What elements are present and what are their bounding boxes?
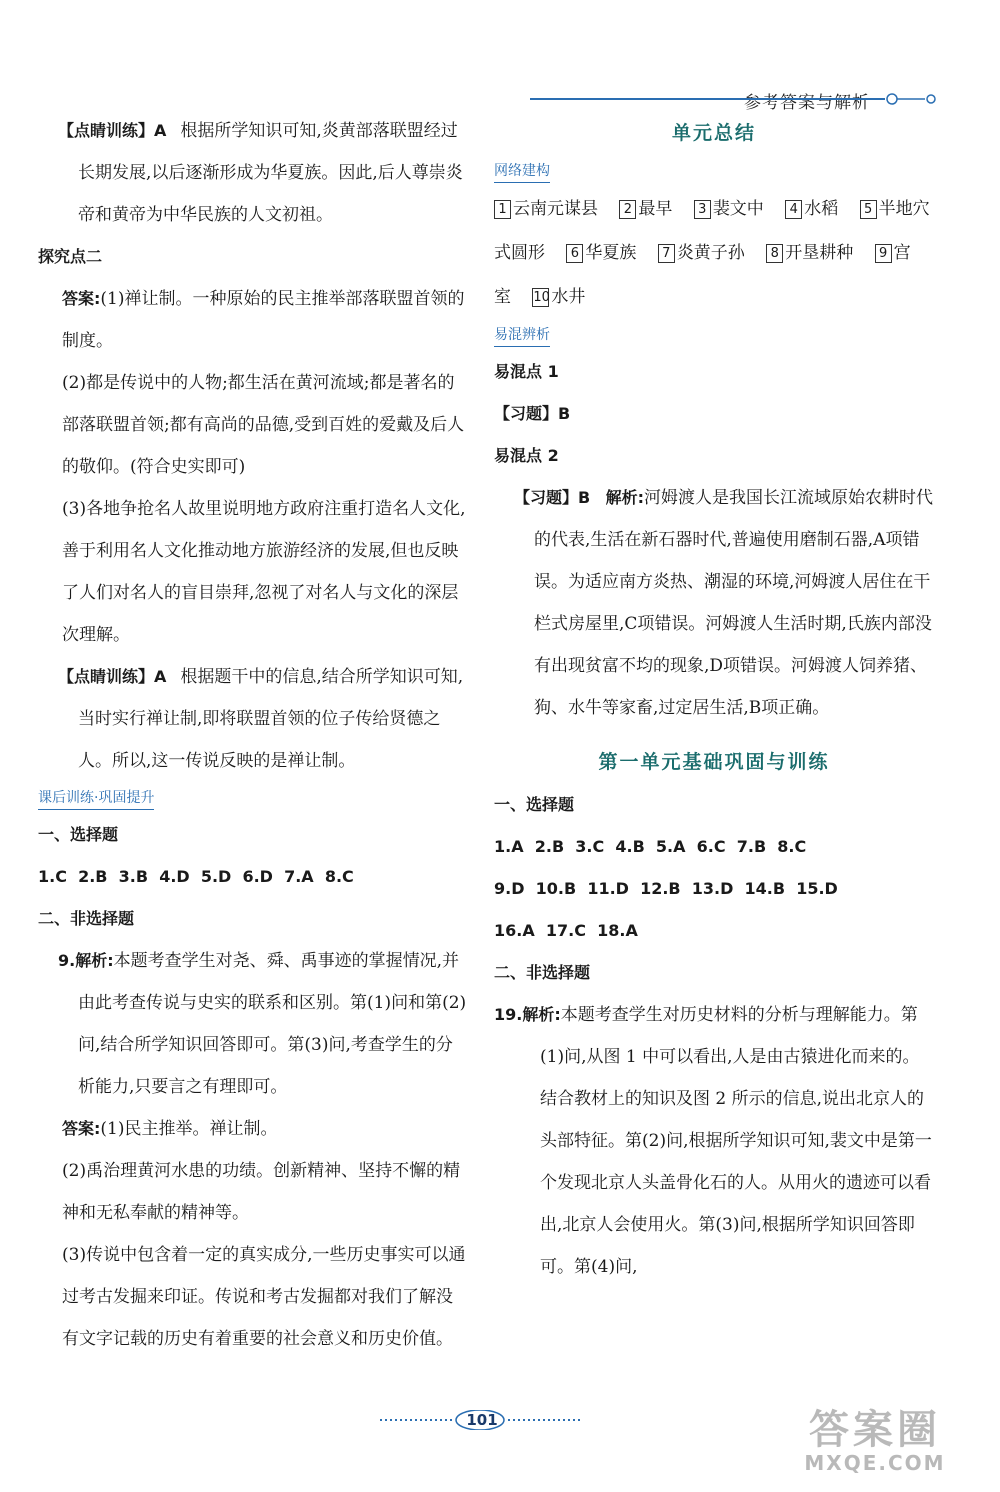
left-paragraph-text: 根据所学知识可知,炎黄部落联盟经过长期发展,以后逐渐形成为华夏族。因此,后人尊崇炎帝和黄帝为中华民族的人文初祖。	[78, 121, 463, 225]
header-title: 参考答案与解析	[744, 93, 870, 113]
left-column	[38, 110, 468, 1360]
left-paragraph-tag: 9.解析:	[58, 951, 114, 970]
right-column	[494, 110, 934, 1288]
exercise-2	[494, 477, 934, 729]
network-item	[566, 243, 636, 263]
left-paragraph	[38, 362, 468, 488]
network-item-number: 1	[494, 200, 511, 219]
mc-heading: 一、选择题	[494, 795, 575, 814]
network-item	[766, 243, 853, 263]
page-number: 101	[466, 1411, 498, 1429]
left-paragraph	[38, 1234, 468, 1360]
left-paragraph	[38, 1150, 468, 1234]
left-paragraph-text: (3)传说中包含着一定的真实成分,一些历史事实可以通过考古发掘来印证。传说和考古发掘都对我们了解没有文字记载的历史有着重要的社会意义和历史价值。	[62, 1245, 466, 1349]
network-list	[494, 187, 934, 319]
network-item-text: 宫室	[494, 243, 911, 307]
network-item-number: 5	[860, 200, 877, 219]
network-item-number: 2	[619, 200, 636, 219]
left-paragraph	[38, 110, 468, 236]
exercise-2-tag: 【习题】B	[514, 488, 591, 507]
watermark-title: 答案圈	[809, 1407, 941, 1453]
network-item-text: 水稻	[804, 199, 839, 219]
network-item-number: 8	[766, 244, 783, 263]
left-paragraph	[38, 656, 468, 782]
left-subhead: 课后训练·巩固提升	[38, 788, 154, 810]
exercise-1: 【习题】B	[494, 404, 571, 423]
left-paragraph	[38, 278, 468, 362]
left-answers: 1.C 2.B 3.B 4.D 5.D 6.D 7.A 8.C	[38, 867, 354, 886]
network-item-number: 7	[658, 244, 675, 263]
network-item-text: 华夏族	[585, 243, 637, 263]
q19-text: 本题考查学生对历史材料的分析与理解能力。第(1)问,从图 1 中可以看出,人是由古猿进化而来的。结合教材上的知识及图 2 所示的信息,说出北京人的头部特征。第(2)问,根据所学知识可知,裴文中是第一个发现北京人头盖骨化石的人。从用火的遗迹可以看出,北京人会使用火。第(3)问,根据所学知识回答即可。第(4)问,	[540, 1005, 932, 1277]
network-item-text: 水井	[551, 287, 586, 307]
header-decoration	[530, 92, 940, 106]
left-paragraph-text: (1)禅让制。一种原始的民主推举部落联盟首领的制度。	[62, 289, 465, 351]
network-item-text: 最早	[638, 199, 673, 219]
left-heading: 一、选择题	[38, 825, 119, 844]
network-item	[785, 199, 838, 219]
network-item-text: 炎黄子孙	[676, 243, 745, 263]
left-paragraph-text: 根据题干中的信息,结合所学知识可知,当时实行禅让制,即将联盟首领的位子传给贤德之人。所以,这一传说反映的是禅让制。	[78, 667, 464, 771]
network-item-number: 9	[875, 244, 892, 263]
watermark-url: MXQE.COM	[804, 1451, 946, 1475]
q19	[494, 994, 934, 1288]
network-item-number: 6	[566, 244, 583, 263]
mc-row-3: 16.A 17.C 18.A	[494, 921, 638, 940]
network-item-text: 裴文中	[712, 199, 764, 219]
mc-row-2: 9.D 10.B 11.D 12.B 13.D 14.B 15.D	[494, 879, 838, 898]
confusion-label: 易混辨析	[494, 325, 550, 347]
left-paragraph-text: (1)民主推举。禅让制。	[100, 1119, 278, 1139]
nonmc-heading: 二、非选择题	[494, 963, 591, 982]
network-item-text: 云南元谋县	[513, 199, 598, 219]
network-item-text: 半地穴式圆形	[494, 199, 930, 263]
left-paragraph-tag: 答案:	[62, 1119, 101, 1138]
watermark	[770, 1408, 980, 1478]
network-item-number: 10	[533, 290, 550, 305]
q19-tag: 19.解析:	[494, 1005, 561, 1024]
confusion-2: 易混点 2	[494, 446, 559, 465]
left-paragraph-tag: 答案:	[62, 289, 101, 308]
left-paragraph	[38, 940, 468, 1108]
unit-summary-title: 单元总结	[671, 122, 756, 144]
left-paragraph-text: (3)各地争抢名人故里说明地方政府注重打造名人文化,善于利用名人文化推动地方旅游经济的发展,但也反映了人们对名人的盲目崇拜,忽视了对名人与文化的深层次理解。	[62, 499, 466, 645]
left-paragraph-tag: 【点睛训练】A	[58, 121, 167, 140]
network-item	[494, 199, 598, 219]
left-heading: 探究点二	[38, 247, 103, 266]
mc-row-1: 1.A 2.B 3.C 4.B 5.A 6.C 7.B 8.C	[494, 837, 807, 856]
unit1-title: 第一单元基础巩固与训练	[598, 751, 830, 773]
network-item-text: 开垦耕种	[785, 243, 854, 263]
left-paragraph-text: (2)都是传说中的人物;都生活在黄河流域;都是著名的部落联盟首领;都有高尚的品德,受到百姓的爱戴及后人的敬仰。(符合史实即可)	[62, 373, 465, 477]
exercise-2-label: 解析:	[605, 488, 645, 507]
left-paragraph-text: 本题考查学生对尧、舜、禹事迹的掌握情况,并由此考查传说与史实的联系和区别。第(1)问和第(2)问,结合所学知识回答即可。第(3)问,考查学生的分析能力,只要言之有理即可。	[78, 951, 467, 1097]
network-item	[658, 243, 745, 263]
network-label: 网络建构	[494, 161, 550, 183]
confusion-1: 易混点 1	[494, 362, 559, 381]
left-paragraph-text: (2)禹治理黄河水患的功绩。创新精神、坚持不懈的精神和无私奉献的精神等。	[62, 1161, 461, 1223]
left-paragraph	[38, 488, 468, 656]
left-paragraph	[38, 1108, 468, 1150]
network-item-number: 3	[694, 200, 711, 219]
network-item	[619, 199, 672, 219]
network-item	[532, 287, 585, 307]
network-item-number: 4	[785, 200, 802, 219]
network-item	[694, 199, 764, 219]
left-paragraph-tag: 【点睛训练】A	[58, 667, 167, 686]
left-heading: 二、非选择题	[38, 909, 135, 928]
exercise-2-text: 河姆渡人是我国长江流域原始农耕时代的代表,生活在新石器时代,普遍使用磨制石器,A项错误。为适应南方炎热、潮湿的环境,河姆渡人居住在干栏式房屋里,C项错误。河姆渡人生活时期,氏族内部没有出现贫富不均的现象,D项错误。河姆渡人饲养猪、狗、水牛等家畜,过定居生活,B项正确。	[534, 488, 934, 718]
